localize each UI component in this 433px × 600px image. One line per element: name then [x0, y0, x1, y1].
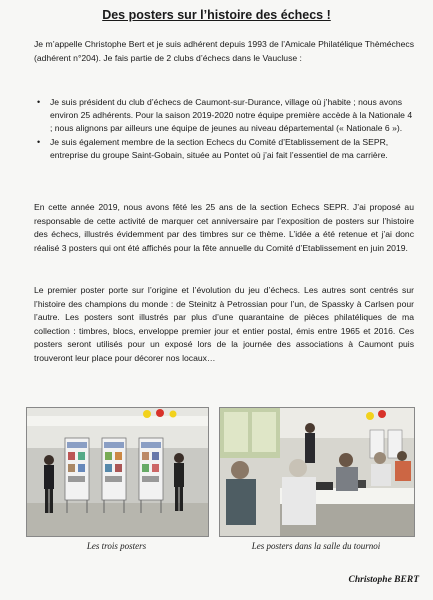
photo-posters [26, 407, 209, 537]
photo-tournament-image [220, 408, 414, 536]
page-title: Des posters sur l’histoire des échecs ! [102, 8, 331, 22]
posters-paragraph: Le premier poster porte sur l’origine et l’évolution du jeu d’échecs. Les autres sont centrés sur l’histoire des champions du monde : de Steinitz à Petrossian pour l’un, de Spassky à Carlsen pour l’autre. Les posters sont illustrés par plus d’une quarantaine de pièces philatéliques de ma collection : timbres, blocs, enveloppe premier jour et entier postal, émis entre 1965 et 2016. Ces posters seront utilisés pour un exposé lors de la journée des associations à Caumont puis trouveront leur place pour décorer nos locaux… [34, 285, 414, 363]
list-item: • Je suis également membre de la section Echecs du Comité d’Etablissement de la SEPR, entreprise du groupe Saint-Gobain, située au Pontet où j’ai fait l’essentiel de ma carrière. [37, 137, 389, 161]
photo-posters-image [27, 408, 208, 536]
photo-caption-posters: Les trois posters [86, 541, 147, 551]
club-list [34, 96, 414, 164]
list-item: • Je suis président du club d’échecs de Caumont-sur-Durance, village où j’habite ; nous avons environ 25 adhérents. Pour la saison 2019-2020 notre équipe première accède à la Nationale 4 ; nous alignons par ailleurs une équipe de jeunes au niveau départemental (« Nationale 6 »). [37, 97, 413, 133]
anniversary-paragraph: En cette année 2019, nous avons fêté les 25 ans de la section Echecs SEPR. J’ai proposé au responsable de cette activité de marquer cet anniversaire par l’exposition de posters sur l’histoire des échecs, illustrés évidemment par des timbres sur ce thème. L’idée a été retenue et j’ai donc réalisé 3 posters qui ont été affichés pour la fête annuelle du Comité d’Etablissement en juin 2019. [34, 202, 414, 253]
photo-caption-tournament: Les posters dans la salle du tournoi [251, 541, 381, 551]
bullet-icon: • [37, 137, 41, 148]
intro-paragraph: Je m’appelle Christophe Bert et je suis adhérent depuis 1993 de l’Amicale Philatélique Thèméchecs (adhérent n°204). Je fais partie de 2 clubs d’échecs dans le Vaucluse : [34, 39, 414, 63]
photo-tournament [219, 407, 415, 537]
bullet-icon: • [37, 97, 41, 107]
author-signature: Christophe BERT [348, 575, 419, 585]
